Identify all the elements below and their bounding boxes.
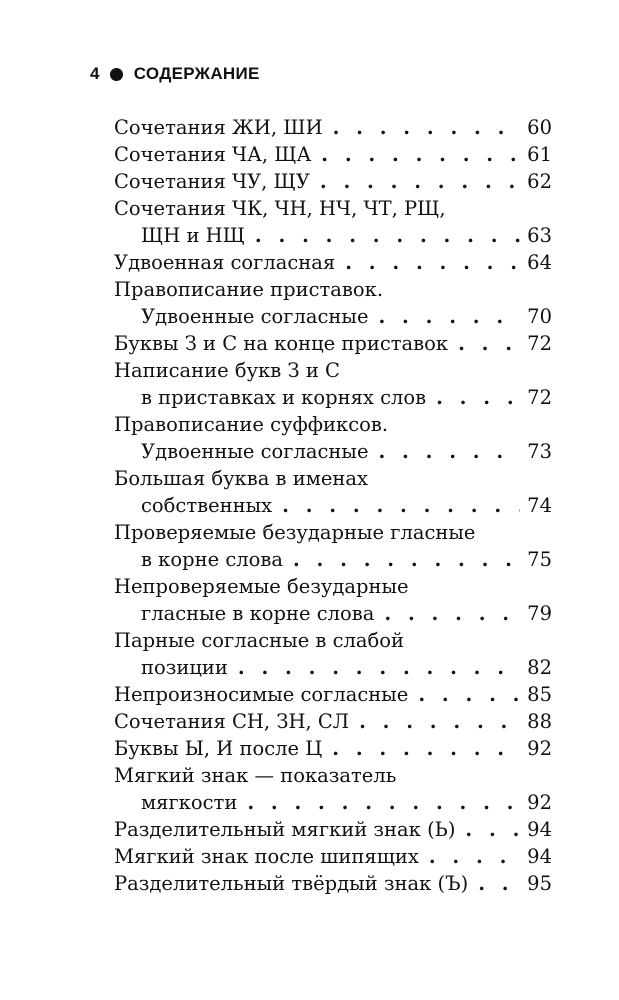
dot-leader (345, 249, 520, 276)
dot-leader (378, 303, 520, 330)
dot-leader (384, 600, 520, 627)
dot-leader (378, 438, 520, 465)
dot-leader (429, 843, 520, 870)
toc-page-number: 92 (527, 737, 552, 760)
toc-entry-title: Правописание приставок. (114, 278, 384, 301)
toc-entry-title: Написание букв З и С (114, 359, 340, 382)
toc-entry[interactable] (114, 357, 552, 411)
toc-entry-line (114, 303, 552, 330)
dot-leader (418, 681, 520, 708)
toc-entry-line (114, 816, 552, 843)
toc-page-number: 72 (527, 332, 552, 355)
dot-leader (320, 168, 520, 195)
toc-entry-title: Непроизносимые согласные (114, 683, 409, 706)
toc-entry-title: гласные в корне слова (141, 602, 375, 625)
toc-entry-title: Удвоенные согласные (141, 305, 369, 328)
toc-entry-line (114, 519, 552, 546)
toc-page-number: 73 (527, 440, 552, 463)
toc-page-number: 88 (527, 710, 552, 733)
toc-entry-line (114, 708, 552, 735)
toc-entry-title: Удвоенная согласная (114, 251, 336, 274)
toc-entry-line (114, 114, 552, 141)
dot-leader (333, 114, 520, 141)
toc-entry-title: в приставках и корнях слов (141, 386, 427, 409)
toc-entry[interactable] (114, 816, 552, 843)
toc-entry[interactable] (114, 762, 552, 816)
toc-page-number: 62 (527, 170, 552, 193)
toc-page-number: 79 (527, 602, 552, 625)
dot-leader (255, 222, 520, 249)
toc-entry[interactable] (114, 573, 552, 627)
toc-entry-line (114, 492, 552, 519)
toc-entry-line (114, 168, 552, 195)
toc-page-number: 72 (527, 386, 552, 409)
toc-page-number: 60 (527, 116, 552, 139)
toc-entry-title: Разделительный мягкий знак (Ь) (114, 818, 456, 841)
dot-leader (478, 870, 520, 897)
table-of-contents (114, 114, 552, 897)
toc-entry-line (114, 465, 552, 492)
toc-entry[interactable] (114, 411, 552, 465)
toc-page-number: 92 (527, 791, 552, 814)
toc-page-number: 94 (527, 845, 552, 868)
toc-entry-title: собственных (141, 494, 273, 517)
toc-entry-title: Сочетания ЧА, ЩА (114, 143, 312, 166)
toc-entry-title: Разделительный твёрдый знак (Ъ) (114, 872, 469, 895)
header-title: СОДЕРЖАНИЕ (133, 64, 260, 83)
toc-entry[interactable] (114, 681, 552, 708)
dot-leader (282, 492, 520, 519)
page-number: 4 (90, 64, 100, 83)
toc-entry[interactable] (114, 114, 552, 141)
toc-entry-line (114, 195, 552, 222)
toc-entry-line (114, 249, 552, 276)
toc-entry-title: Мягкий знак после шипящих (114, 845, 419, 868)
toc-entry-title: Буквы З и С на конце приставок (114, 332, 449, 355)
toc-entry[interactable] (114, 330, 552, 357)
toc-entry-line (114, 789, 552, 816)
dot-leader (465, 816, 520, 843)
dot-leader (436, 384, 520, 411)
toc-entry[interactable] (114, 465, 552, 519)
toc-entry-line (114, 843, 552, 870)
toc-page-number: 82 (527, 656, 552, 679)
toc-entry-line (114, 600, 552, 627)
toc-entry-line (114, 222, 552, 249)
dot-leader (458, 330, 520, 357)
toc-entry[interactable] (114, 735, 552, 762)
dot-leader (321, 141, 520, 168)
toc-entry-line (114, 627, 552, 654)
toc-entry-line (114, 546, 552, 573)
toc-entry[interactable] (114, 141, 552, 168)
toc-entry-title: Сочетания СН, ЗН, СЛ (114, 710, 350, 733)
toc-entry-line (114, 276, 552, 303)
toc-page-number: 63 (527, 224, 552, 247)
toc-entry-title: Проверяемые безударные гласные (114, 521, 476, 544)
toc-entry-title: Парные согласные в слабой (114, 629, 405, 652)
toc-entry-line (114, 330, 552, 357)
toc-entry-title: Сочетания ЧУ, ЩУ (114, 170, 310, 193)
toc-entry-title: Мягкий знак — показатель (114, 764, 397, 787)
dot-leader (332, 735, 520, 762)
toc-entry[interactable] (114, 627, 552, 681)
dot-leader (238, 654, 520, 681)
toc-entry[interactable] (114, 249, 552, 276)
toc-entry-line (114, 141, 552, 168)
toc-entry-title: Буквы Ы, И после Ц (114, 737, 323, 760)
toc-entry[interactable] (114, 168, 552, 195)
toc-entry-line (114, 735, 552, 762)
dot-leader (293, 546, 520, 573)
toc-entry-title: Сочетания ЖИ, ШИ (114, 116, 323, 139)
toc-entry-title: Сочетания ЧК, ЧН, НЧ, ЧТ, РЩ, (114, 197, 446, 220)
toc-entry-title: Удвоенные согласные (141, 440, 369, 463)
toc-entry[interactable] (114, 519, 552, 573)
toc-page-number: 75 (527, 548, 552, 571)
toc-entry[interactable] (114, 195, 552, 249)
toc-page-number: 74 (527, 494, 552, 517)
toc-entry[interactable] (114, 708, 552, 735)
toc-entry-title: в корне слова (141, 548, 283, 571)
toc-entry-line (114, 438, 552, 465)
toc-entry-title: Правописание суффиксов. (114, 413, 389, 436)
toc-entry-line (114, 681, 552, 708)
toc-entry-line (114, 411, 552, 438)
toc-page-number: 70 (527, 305, 552, 328)
toc-entry[interactable] (114, 843, 552, 870)
dot-leader (359, 708, 520, 735)
toc-entry-title: Большая буква в именах (114, 467, 369, 490)
toc-page-number: 94 (527, 818, 552, 841)
toc-entry-title: ЩН и НЩ (141, 224, 245, 247)
toc-entry-title: позиции (141, 656, 228, 679)
toc-entry-line (114, 654, 552, 681)
toc-entry-title: Непроверяемые безударные (114, 575, 409, 598)
dot-leader (247, 789, 520, 816)
toc-page-number: 61 (527, 143, 552, 166)
toc-entry-line (114, 357, 552, 384)
toc-entry-line (114, 762, 552, 789)
toc-entry-title: мягкости (141, 791, 238, 814)
toc-entry-line (114, 870, 552, 897)
bullet-dot-icon (110, 68, 123, 81)
toc-entry-line (114, 573, 552, 600)
toc-entry[interactable] (114, 276, 552, 330)
toc-page-number: 64 (527, 251, 552, 274)
toc-entry[interactable] (114, 870, 552, 897)
running-header (90, 64, 260, 84)
toc-page-number: 95 (527, 872, 552, 895)
toc-entry-line (114, 384, 552, 411)
toc-page-number: 85 (527, 683, 552, 706)
